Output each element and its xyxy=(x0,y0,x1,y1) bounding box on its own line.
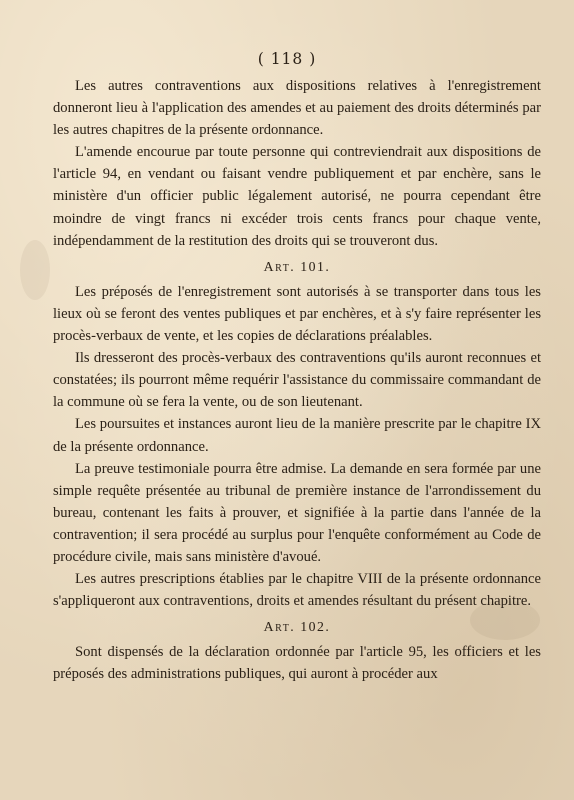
paragraph: La preuve testimoniale pourra être admise. La demande en sera formée par une simple requête présentée au tribunal de première instance de l'arrondissement du bureau, contenant les faits à prouver, et signifiée à la partie dans l'année de la contravention; il sera procédé au surplus pour l'enquête conformément au Code de procédure civile, mais sans ministère d'avoué. xyxy=(53,460,541,565)
document-body xyxy=(53,75,541,686)
paragraph: Les poursuites et instances auront lieu de la manière prescrite par le chapitre IX de la présente ordonnance. xyxy=(53,416,541,455)
paragraph: L'amende encourue par toute personne qui contreviendrait aux dispositions de l'article 94, en vendant ou faisant vendre publiquement et par enchère, sans le ministère d'un officier public légalement autorisé, ne pourra cependant être moindre de vingt francs ni excéder trois cents francs pour chaque vente, indépendamment de la restitution des droits qui se trouveront dus. xyxy=(53,144,541,249)
paragraph: Les autres contraventions aux dispositions relatives à l'enregistrement donneront lieu à l'application des amendes et au paiement des droits déterminés par les autres chapitres de la présente ordonnance. xyxy=(53,78,541,139)
paragraph: Les autres prescriptions établies par le chapitre VIII de la présente ordonnance s'appliqueront aux contraventions, droits et amendes résultant du présent chapitre. xyxy=(53,571,541,610)
paragraph: Les préposés de l'enregistrement sont autorisés à se transporter dans tous les lieux où se feront des ventes publiques et par enchères, et à s'y faire représenter les procès-verbaux de vente, et les copies de déclarations préalables. xyxy=(53,283,541,345)
page-number: ( 118 ) xyxy=(257,50,317,68)
paragraph: Ils dresseront des procès-verbaux des contraventions qu'ils auront reconnues et constatées; ils pourront même requérir l'assistance du commissaire commandant de la commune où se fera la vente, ou de son lieutenant. xyxy=(53,350,541,411)
paper-stain xyxy=(20,240,50,300)
article-heading: Art. 102. xyxy=(263,619,331,635)
article-heading: Art. 101. xyxy=(263,258,331,274)
paragraph: Sont dispensés de la déclaration ordonnée par l'article 95, les officiers et les préposés des administrations publiques, qui auront à procéder aux xyxy=(53,644,541,683)
